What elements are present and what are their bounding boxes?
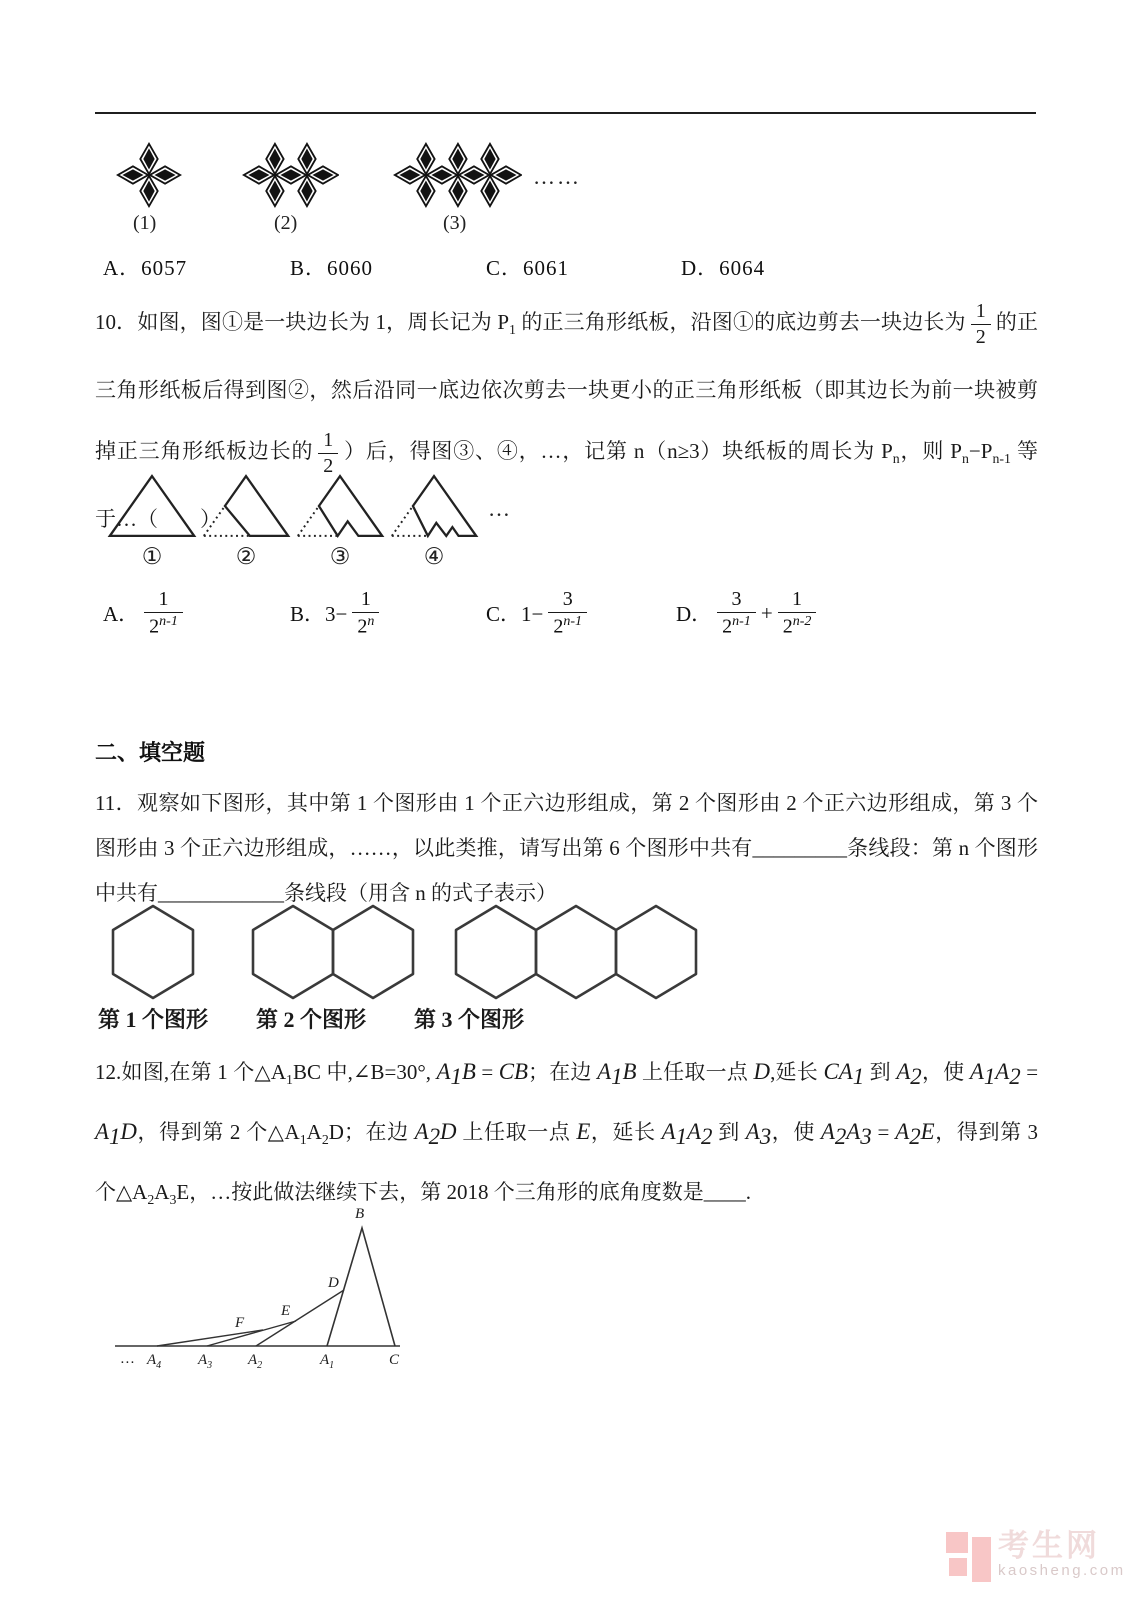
hexagon-figure-1	[110, 903, 196, 1001]
triangle-figure-2	[200, 468, 292, 570]
triangle-figure-label-4: ④	[423, 544, 445, 569]
section-heading: 二、填空题	[95, 740, 206, 765]
triangle-figure-3-image	[294, 468, 386, 544]
question-11-text: 11．观察如下图形，其中第 1 个图形由 1 个正六边形组成，第 2 个图形由 2 个正六边形组成，第 3 个图形由 3 个正六边形组成，……，以此类推，请写出第 6 个图形中共有_________条线段：第 n 个图形中共有____________条线段（用含 n 的式子表示）	[95, 791, 1038, 905]
watermark-site-url: kaosheng.com	[998, 1562, 1126, 1579]
point-label-c: C	[389, 1352, 400, 1368]
triangle-figure-label-3: ③	[329, 544, 351, 569]
point-label-a3: $A_3$	[198, 1352, 213, 1368]
point-label-d: D	[328, 1275, 339, 1291]
point-label-b: B	[355, 1206, 365, 1222]
point-label-a2: $A_2$	[248, 1352, 263, 1368]
q9-option-c: C．6061	[486, 256, 570, 280]
triangle-figure-label-1: ①	[141, 544, 163, 569]
q9-figure-label-3: (3)	[443, 212, 467, 234]
diamond-pattern-figure-2	[242, 142, 339, 208]
triangle-figure-label-2: ②	[235, 544, 257, 569]
q9-option-b: B．6060	[290, 256, 374, 280]
q9-figure-label-2: (2)	[274, 212, 298, 234]
q10-option-b: B．3− $\frac{1}{2^n}$	[290, 578, 384, 648]
hexagon-figure-3	[453, 903, 699, 1001]
point-label-a4: $A_4$	[147, 1352, 162, 1368]
top-horizontal-rule	[95, 112, 1036, 114]
watermark-site-name: 考生网	[998, 1528, 1100, 1563]
watermark	[946, 1530, 1126, 1586]
diamond-pattern-figure-1	[116, 142, 182, 208]
hexagon-figure-label-1: 第 1 个图形	[98, 1007, 209, 1032]
q10-ellipsis: …	[488, 496, 512, 521]
hexagon-figure-2	[250, 903, 416, 1001]
point-label-a1: $A_1$	[320, 1352, 335, 1368]
q9-figure-label-1: (1)	[133, 212, 157, 234]
baseline-ellipsis: …	[121, 1351, 135, 1367]
q9-ellipsis: ……	[533, 164, 581, 189]
triangle-figure-1	[106, 468, 198, 570]
q9-option-a: A．6057	[103, 256, 188, 280]
hexagon-figure-label-2: 第 2 个图形	[256, 1007, 367, 1032]
triangle-figure-3	[294, 468, 386, 570]
q12-triangle-diagram	[95, 1188, 405, 1368]
triangle-figure-2-image	[200, 468, 292, 544]
watermark-text	[998, 1530, 1126, 1579]
diamond-pattern-figure-3	[393, 142, 522, 208]
point-label-f: F	[235, 1315, 245, 1331]
q10-option-c: C．1− $\frac{3}{2^{n-1}}$	[486, 578, 592, 648]
q10-option-a: A． $\frac{1}{2^{n-1}}$	[103, 578, 188, 648]
question-12-text: 12.如图,在第 1 个$\triangle A_1BC$ 中,∠B=30°, $A_1B$ = CB；在边 $A_1B$ 上任取一点 D,延长 $CA_1$ 到 $A_2$，使 $A_1A_2 = A_1D$，得到第 2 个$\triangle A_1A_2D$；在边 $A_2D$ 上任取一点 E，延长 $A_1A_2$ 到 $A_3$，使 $A_2A_3 = A_2E$，得到第 3 个$\triangle A_2A_3E$，…按此做法继续下去，第 2018 个三角形的底角度数是____.	[95, 1059, 1039, 1208]
triangle-figure-4-image	[388, 468, 480, 544]
question-10-text: 10．如图，图①是一块边长为 1，周长记为 $P_1$ 的正三角形纸板，沿图①的底边剪去一块边长为 $\frac{1}{2}$ 的正三角形纸板后得到图②，然后沿同一底边依次剪去一块更小的正三角形纸板（即其边长为前一块被剪掉正三角形纸板边长的 $\frac{1}{2}$ ）后，得图③、④，…，记第 n（n≥3）块纸板的周长为 $P_n$，则 $P_n-P_{n-1}$ 等于…（ ）	[95, 299, 1039, 532]
watermark-logo-icon	[946, 1530, 994, 1586]
point-label-e: E	[281, 1303, 291, 1319]
q9-option-d: D．6064	[681, 256, 766, 280]
q10-option-d: D． $\frac{3}{2^{n-1}}$ + $\frac{1}{2^{n-2}}$	[676, 578, 821, 648]
hexagon-figure-label-3: 第 3 个图形	[414, 1007, 525, 1032]
triangle-figure-1-image	[106, 468, 198, 544]
triangle-figure-4	[388, 468, 480, 570]
